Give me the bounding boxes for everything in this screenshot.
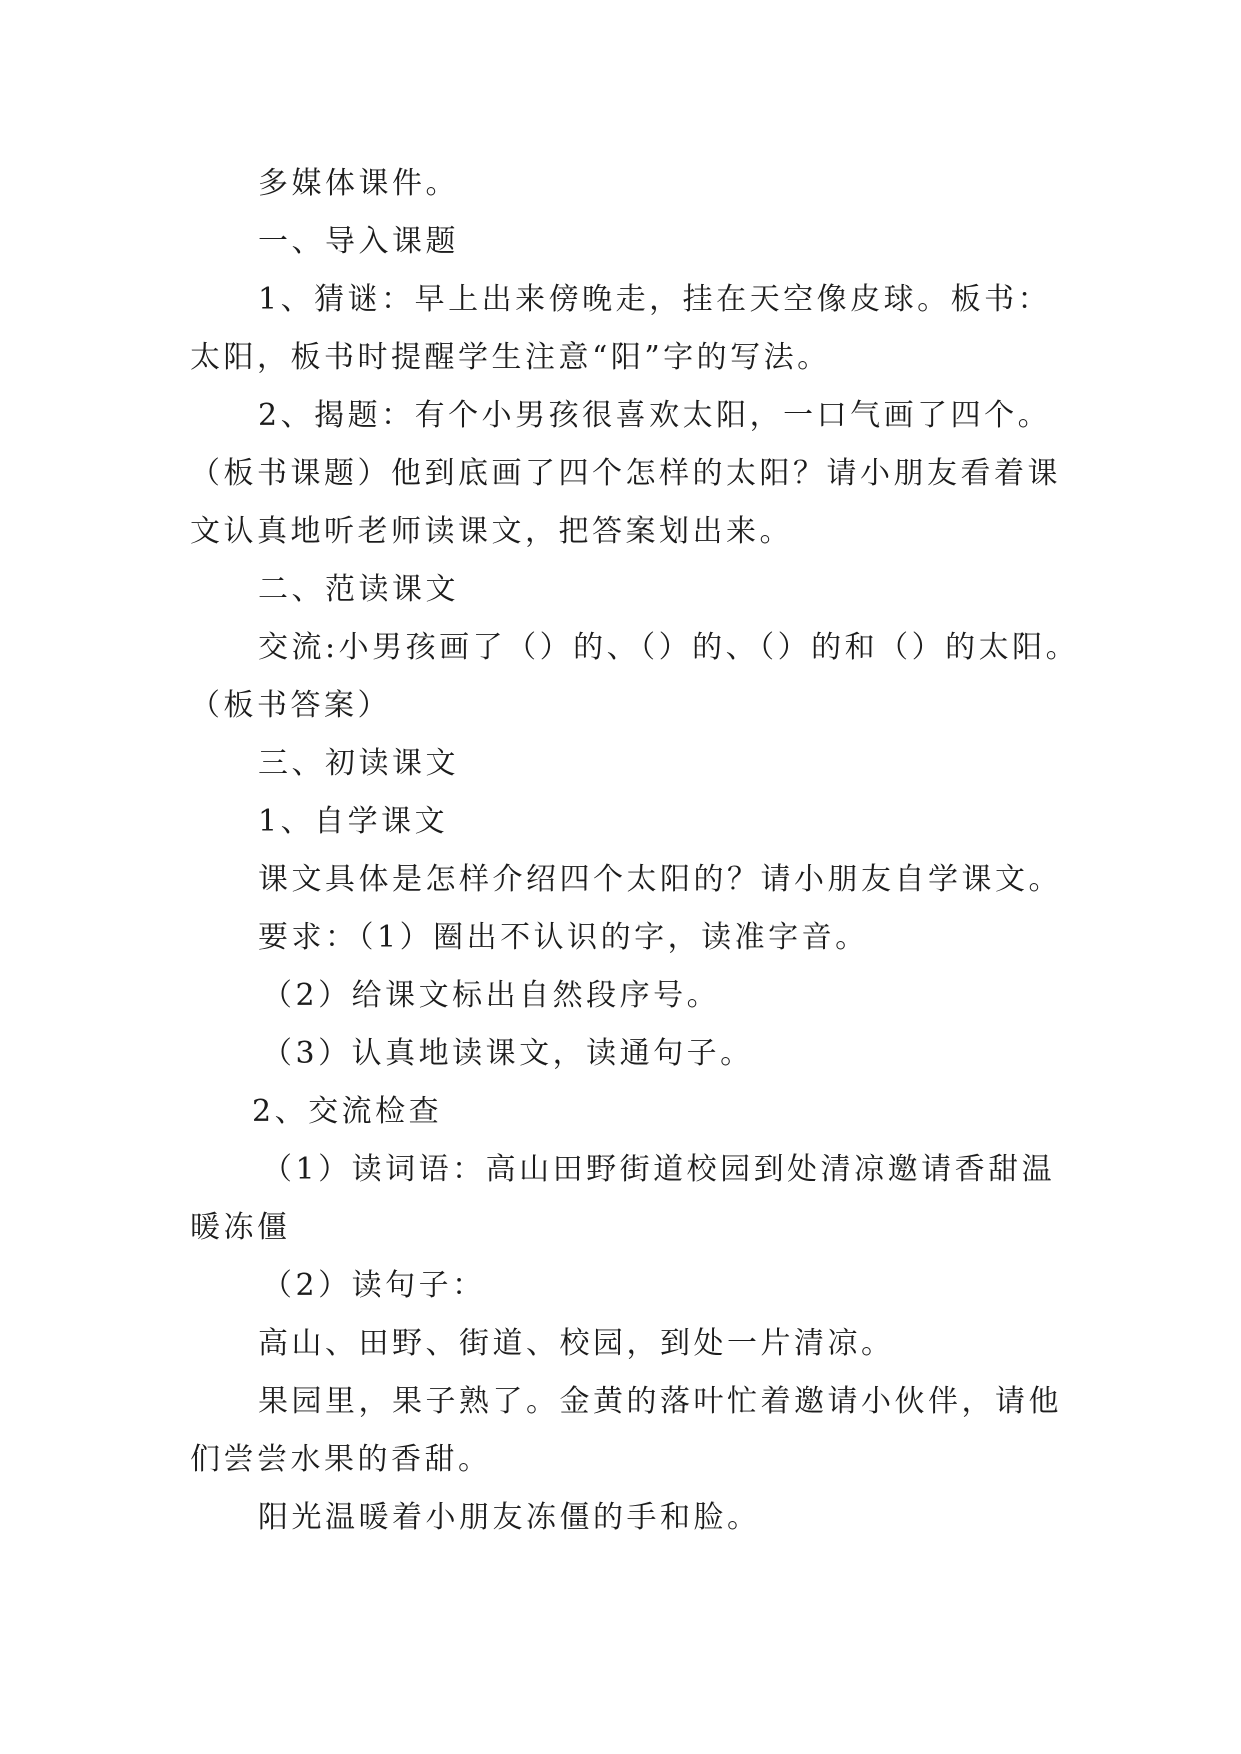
document-body [190,155,1080,1547]
text-line: 交流:小男孩画了（）的、（）的、（）的和（）的太阳。 [258,630,1080,665]
text-line: （1）读词语：高山田野街道校园到处清凉邀请香甜温 [262,1152,1056,1187]
text-line: 太阳，板书时提醒学生注意“阳”字的写法。 [190,340,831,375]
text-line: 果园里，果子熟了。金黄的落叶忙着邀请小伙伴，请他 [258,1384,1062,1419]
text-line: 们尝尝水果的香甜。 [190,1442,492,1477]
text-line: 要求：（1）圈出不认识的字，读准字音。 [258,920,869,955]
text-line: 文认真地听老师读课文，把答案划出来。 [190,514,793,549]
text-line: 2、揭题：有个小男孩很喜欢太阳，一口气画了四个。 [258,398,1052,433]
text-line: （板书答案） [190,688,391,723]
text-line: 多媒体课件。 [258,166,459,201]
section-heading: 三、初读课文 [258,746,459,781]
text-line: 课文具体是怎样介绍四个太阳的？请小朋友自学课文。 [258,862,1062,897]
text-line: 暖冻僵 [190,1210,291,1245]
text-line: 1、自学课文 [258,804,449,839]
text-line: 1、猜谜：早上出来傍晚走，挂在天空像皮球。板书： [258,282,1052,317]
text-line: 2、交流检查 [252,1094,443,1129]
text-line: （板书课题）他到底画了四个怎样的太阳？请小朋友看着课 [190,456,1061,491]
section-heading: 二、范读课文 [258,572,459,607]
text-line: （3）认真地读课文，读通句子。 [262,1036,754,1071]
text-line: （2）读句子： [262,1268,486,1303]
section-heading: 一、导入课题 [258,224,459,259]
text-line: 高山、田野、街道、校园，到处一片清凉。 [258,1326,895,1361]
text-line: 阳光温暖着小朋友冻僵的手和脸。 [258,1500,761,1535]
text-line: （2）给课文标出自然段序号。 [262,978,721,1013]
